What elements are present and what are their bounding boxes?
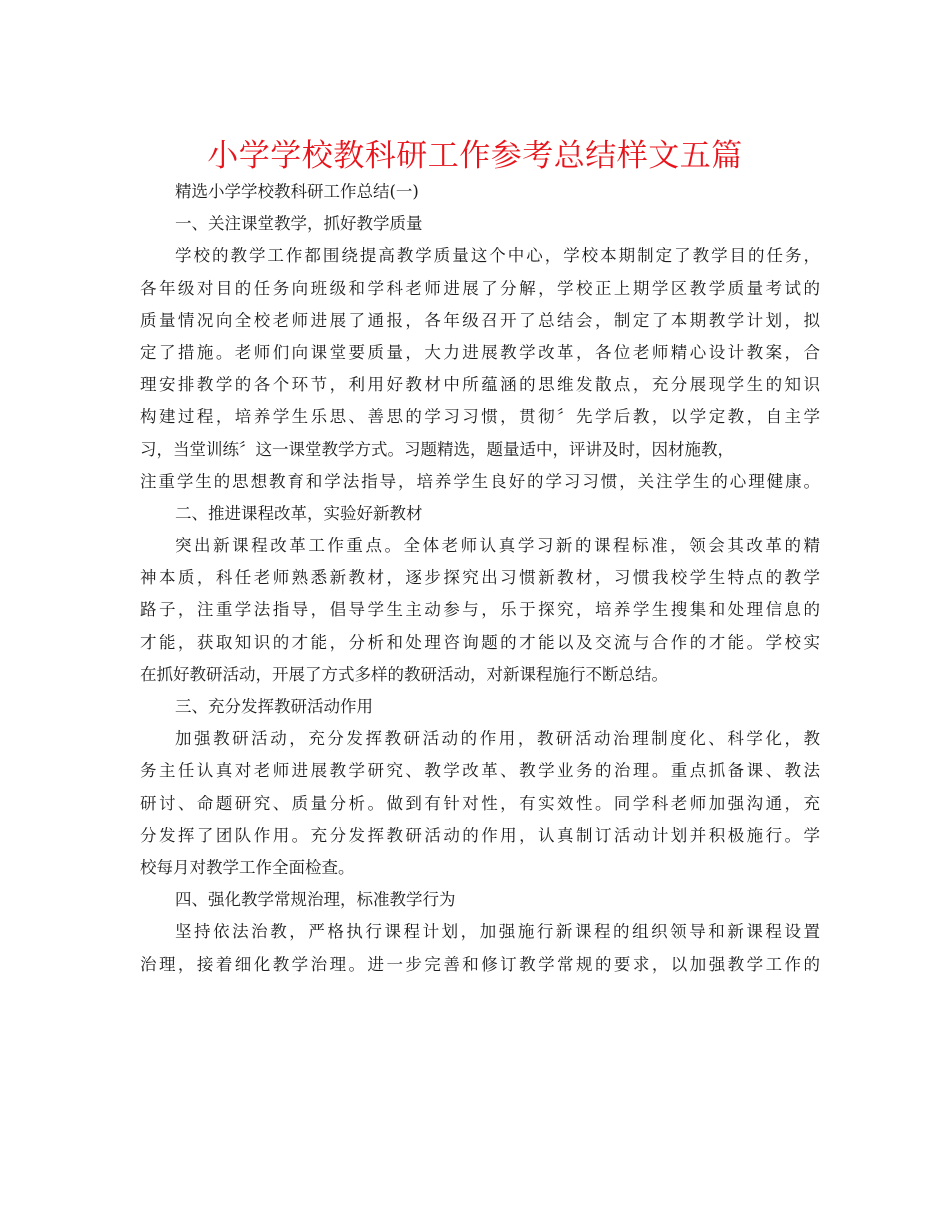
text-line: 各年级对目的任务向班级和学科老师进展了分解，学校正上期学区教学质量考试的 — [140, 278, 820, 298]
text-line: 质量情况向全校老师进展了通报，各年级召开了总结会，制定了本期教学计划，拟 — [140, 310, 820, 330]
text-line: 理安排教学的各个环节，利用好教材中所蕴涵的思维发散点，充分展现学生的知识 — [140, 375, 820, 395]
text-line: 三、充分发挥教研活动作用 — [175, 697, 373, 716]
text-line: 神本质，科任老师熟悉新教材，逐步探究出习惯新教材，习惯我校学生特点的教学 — [140, 568, 820, 588]
document-body — [140, 176, 820, 981]
text-line: 精选小学学校教科研工作总结(一) — [175, 182, 419, 201]
text-line: 突出新课程改革工作重点。全体老师认真学习新的课程标准，领会其改革的精 — [175, 536, 820, 556]
text-line: 习，当堂训练〞这一课堂教学方式。习题精选，题量适中，评讲及时，因材施教， — [140, 439, 734, 459]
text-line: 加强教研活动，充分发挥教研活动的作用，教研活动治理制度化、科学化，教 — [175, 729, 820, 749]
text-line: 分发挥了团队作用。充分发挥教研活动的作用，认真制订活动计划并积极施行。学 — [140, 825, 820, 845]
text-line: 务主任认真对老师进展教学研究、教学改革、教学业务的治理。重点抓备课、教法 — [140, 761, 820, 781]
text-line: 坚持依法治教，严格执行课程计划，加强施行新课程的组织领导和新课程设置 — [175, 922, 820, 942]
text-line: 研讨、命题研究、质量分析。做到有针对性，有实效性。同学科老师加强沟通，充 — [140, 793, 820, 813]
text-line: 学校的教学工作都围绕提高教学质量这个中心，学校本期制定了教学目的任务， — [175, 246, 820, 266]
text-line: 定了措施。老师们向课堂要质量，大力进展教学改革，各位老师精心设计教案，合 — [140, 342, 820, 362]
text-line: 四、强化教学常规治理，标准教学行为 — [175, 890, 456, 910]
text-line: 一、关注课堂教学，抓好教学质量 — [175, 214, 423, 234]
text-line: 校每月对教学工作全面检查。 — [140, 857, 355, 877]
document-title: 小学学校教科研工作参考总结样文五篇 — [207, 138, 743, 174]
text-line: 路子，注重学法指导，倡导学生主动参与，乐于探究，培养学生搜集和处理信息的 — [140, 600, 820, 620]
text-line: 二、推进课程改革，实验好新教材 — [175, 503, 423, 523]
text-line: 注重学生的思想教育和学法指导，培养学生良好的学习习惯，关注学生的心理健康。 — [140, 471, 820, 491]
text-line: 构建过程，培养学生乐思、善思的学习习惯，贯彻〞先学后教，以学定教，自主学 — [140, 407, 820, 427]
text-line: 在抓好教研活动，开展了方式多样的教研活动，对新课程施行不断总结。 — [140, 664, 668, 684]
text-line: 治理，接着细化教学治理。进一步完善和修订教学常规的要求，以加强教学工作的 — [140, 954, 820, 974]
text-line: 才能，获取知识的才能，分析和处理咨询题的才能以及交流与合作的才能。学校实 — [140, 632, 820, 652]
